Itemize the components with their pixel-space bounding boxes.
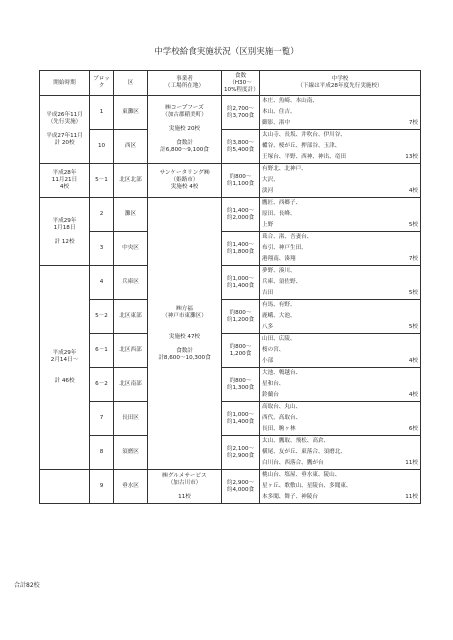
start-cell <box>40 470 90 504</box>
meals-cell <box>222 96 260 130</box>
school-names: 星和台、 <box>262 381 285 387</box>
meals-line: 約1,400～ <box>226 241 255 248</box>
school-names: 布引、神戸生田、 <box>262 245 307 251</box>
ward-cell: 長田区 <box>114 402 148 436</box>
school-line <box>262 96 418 107</box>
start-cell <box>40 96 90 164</box>
meals-line: 約3,800～ <box>226 139 255 146</box>
start-cell <box>40 198 90 266</box>
school-names: 小部 <box>262 358 274 364</box>
ward-cell: 北区西部 <box>114 334 148 368</box>
table-row <box>40 368 421 402</box>
company-line: ㈱コープフーズ <box>165 105 204 111</box>
schools-cell <box>260 402 421 436</box>
school-names: 本山、住吉、 <box>262 109 296 115</box>
company-line: サンケータリング㈱ <box>159 170 210 176</box>
header-ward: 区 <box>114 71 148 96</box>
school-count: 7校 <box>408 256 418 262</box>
meals-line: 約2,700～ <box>226 105 255 112</box>
schools-cell <box>260 164 421 198</box>
meals-cell <box>222 266 260 300</box>
school-names: 八多 <box>262 324 274 330</box>
school-count: 5校 <box>408 290 418 296</box>
meals-line: 約1,000～ <box>226 411 255 418</box>
block-cell: 3 <box>90 232 114 266</box>
school-line <box>262 277 418 288</box>
table-row <box>40 334 421 368</box>
company-line: ㈱方福 <box>176 305 193 312</box>
block-cell: 2 <box>90 198 114 232</box>
school-count: 13校 <box>405 154 418 160</box>
block-cell: 5－1 <box>90 164 114 198</box>
start-line: 計 20校 <box>54 140 75 146</box>
school-count: 6校 <box>408 426 418 432</box>
school-names: 高取台、丸山、 <box>262 404 302 410</box>
school-line <box>262 130 418 141</box>
block-cell: 8 <box>90 436 114 470</box>
meals-line: 約1,400食 <box>226 418 255 425</box>
block-cell: 6－1 <box>90 334 114 368</box>
school-names: 淡河 <box>262 188 274 194</box>
school-line <box>262 379 418 390</box>
ward-cell: 垂水区 <box>114 470 148 504</box>
school-names: 夢野、湊川、 <box>262 268 296 274</box>
school-line <box>262 402 418 413</box>
school-names: 葺合、渚、吾妻台、 <box>262 234 313 240</box>
school-names: 有馬、有野、 <box>262 302 296 308</box>
meals-line: 1,200食 <box>229 350 252 357</box>
school-names: 港翔南、湊翔 <box>262 256 296 262</box>
ward-cell: 北区南部 <box>114 368 148 402</box>
school-line <box>262 424 418 435</box>
table-row <box>40 266 421 300</box>
school-names: 長田、駒ヶ林 <box>262 426 296 432</box>
school-count: 5校 <box>408 324 418 330</box>
ward-cell: 須磨区 <box>114 436 148 470</box>
ward-cell: 西区 <box>114 130 148 164</box>
header-schools: 中学校 （下線は平成28年度先行実施校） <box>260 71 421 96</box>
ward-cell: 北区東部 <box>114 300 148 334</box>
start-line: 平成26年11月 <box>46 112 83 118</box>
table-row <box>40 164 421 198</box>
start-line: 計 12校 <box>54 238 75 245</box>
company-line <box>150 341 219 348</box>
meals-line: 約2,100～ <box>226 445 255 452</box>
company-line: 11校 <box>178 493 191 500</box>
table-row <box>40 198 421 232</box>
school-line <box>262 390 418 401</box>
meals-line: 約5,400食 <box>226 146 255 153</box>
schools-cell <box>260 232 421 266</box>
school-names: 有野北、北神戸、 <box>262 166 307 172</box>
start-line <box>42 364 87 371</box>
school-line <box>262 209 418 220</box>
school-count: 4校 <box>408 392 418 398</box>
school-line <box>262 254 418 265</box>
meals-cell <box>222 402 260 436</box>
school-names: 大沢、 <box>262 177 279 183</box>
school-line <box>262 458 418 469</box>
company-line <box>150 133 219 140</box>
start-line: （先行実施） <box>47 119 82 125</box>
ward-cell: 中央区 <box>114 232 148 266</box>
school-names: 本多聞、舞子、神陵台 <box>262 494 318 500</box>
school-line <box>262 334 418 345</box>
company-line <box>150 320 219 327</box>
school-line <box>262 175 418 186</box>
start-cell <box>40 266 90 470</box>
meals-cell <box>222 436 260 470</box>
table-row <box>40 96 421 130</box>
company-cell <box>148 96 222 164</box>
meals-cell <box>222 130 260 164</box>
table-row <box>40 300 421 334</box>
company-line: （姫路市） <box>170 177 199 183</box>
school-count: 11校 <box>405 460 418 466</box>
school-line <box>262 243 418 254</box>
block-cell: 6－2 <box>90 368 114 402</box>
school-line <box>262 266 418 277</box>
schools-cell <box>260 198 421 232</box>
school-count: 4校 <box>408 358 418 364</box>
company-cell <box>148 164 222 198</box>
schools-cell <box>260 266 421 300</box>
school-line <box>262 164 418 175</box>
meals-line: 約4,000食 <box>226 486 255 493</box>
header-row <box>40 71 421 96</box>
school-line <box>262 470 418 481</box>
header-company: 事業者 （工場所在地） <box>148 71 222 96</box>
school-line <box>262 492 418 503</box>
meals-cell <box>222 334 260 368</box>
school-count: 11校 <box>405 494 418 500</box>
header-meals: 食数 （H30～10%程度計） <box>222 71 260 96</box>
school-names: 王塚台、平野、西神、神出、竜田 <box>262 154 346 160</box>
school-names: 大池、鵯越台、 <box>262 370 302 376</box>
start-line: 2月14日～ <box>50 357 79 363</box>
company-line: （加古川市） <box>167 479 202 486</box>
school-count: 4校 <box>408 188 418 194</box>
company-cell <box>148 470 222 504</box>
company-line: 食数計 <box>176 140 193 146</box>
company-line: 実施校 47校 <box>168 333 201 340</box>
block-cell: 10 <box>90 130 114 164</box>
start-line: 計 46校 <box>54 378 75 384</box>
school-line <box>262 322 418 333</box>
school-line <box>262 447 418 458</box>
start-line: 4校 <box>59 184 70 190</box>
school-line <box>262 232 418 243</box>
page-title: 中学校給食実施状況（区別実施一覧） <box>154 47 299 57</box>
table-row <box>40 436 421 470</box>
meals-line: 約3,700食 <box>226 112 255 119</box>
school-names: 鹿峨、大池、 <box>262 313 296 319</box>
company-line <box>150 119 219 126</box>
school-names: 横尾、友が丘、東落合、須磨北、 <box>262 449 346 455</box>
meals-line: 約2,900～ <box>226 479 255 486</box>
school-names: 原田、長峰、 <box>262 211 296 217</box>
header-start: 開始時期 <box>40 71 90 96</box>
company-line: （神戸市東灘区） <box>162 312 207 319</box>
block-cell: 9 <box>90 470 114 504</box>
block-cell: 4 <box>90 266 114 300</box>
start-cell <box>40 164 90 198</box>
meals-line: 約2,000食 <box>226 214 255 221</box>
meals-line: 約2,900食 <box>226 452 255 459</box>
company-line: 計8,600～10,300食 <box>158 354 211 361</box>
meals-line: 約800～ <box>229 377 252 384</box>
start-line: 平成27年11月 <box>46 133 83 139</box>
total-footer: 合計82校 <box>14 582 40 589</box>
school-count: 5校 <box>408 222 418 228</box>
meals-cell <box>222 164 260 198</box>
school-names: 西代、高取台、 <box>262 415 302 421</box>
school-line <box>262 118 418 129</box>
company-line: 計6,800～9,100食 <box>160 147 209 153</box>
school-names: 上野 <box>262 222 274 228</box>
school-names: 桜の宮、 <box>262 347 285 353</box>
school-line <box>262 311 418 322</box>
company-line: 実施校 4校 <box>170 184 199 190</box>
school-line <box>262 107 418 118</box>
table-row <box>40 130 421 164</box>
meals-line: 約800～ <box>229 343 252 350</box>
school-line <box>262 141 418 152</box>
ward-cell: 灘区 <box>114 198 148 232</box>
schools-cell <box>260 300 421 334</box>
school-names: 桃山台、塩屋、垂水東、陵山、 <box>262 472 341 478</box>
meals-cell <box>222 368 260 402</box>
school-lunch-table <box>39 70 421 504</box>
school-line <box>262 368 418 379</box>
table-row <box>40 470 421 504</box>
school-names: 御影、渚中 <box>262 120 290 126</box>
start-line <box>42 371 87 378</box>
school-line <box>262 413 418 424</box>
company-cell <box>148 198 222 470</box>
meals-cell <box>222 300 260 334</box>
block-cell: 7 <box>90 402 114 436</box>
school-names: 太山寺、長坂、井吹台、伊川谷、 <box>262 132 346 138</box>
schools-cell <box>260 436 421 470</box>
start-line: 平成29年 <box>52 350 77 356</box>
school-line <box>262 198 418 209</box>
school-count: 7校 <box>408 120 418 126</box>
start-line: 1月18日 <box>53 224 76 231</box>
company-line <box>150 327 219 334</box>
meals-cell <box>222 198 260 232</box>
company-line: 実施校 20校 <box>168 126 201 132</box>
schools-cell <box>260 96 421 130</box>
school-line <box>262 300 418 311</box>
school-line <box>262 288 418 299</box>
block-cell: 1 <box>90 96 114 130</box>
meals-line: 約1,000～ <box>226 275 255 282</box>
company-line <box>150 487 219 494</box>
school-names: 星ヶ丘、歌敷山、星陵台、多聞東、 <box>262 483 352 489</box>
school-names: 吉田 <box>262 290 274 296</box>
school-line <box>262 220 418 231</box>
schools-cell <box>260 334 421 368</box>
meals-line: 約800～ <box>229 173 252 180</box>
meals-line: 約1,200食 <box>226 316 255 323</box>
start-line: 平成28年 <box>52 170 77 176</box>
table-row <box>40 402 421 436</box>
company-line: （加古郡稲美町） <box>162 112 207 118</box>
schools-cell <box>260 470 421 504</box>
meals-line: 約1,300食 <box>226 384 255 391</box>
school-names: 山田、広陵、 <box>262 336 296 342</box>
school-names: 櫨谷、桜が丘、押部谷、玉津、 <box>262 143 341 149</box>
schools-cell <box>260 368 421 402</box>
ward-cell: 兵庫区 <box>114 266 148 300</box>
school-names: 鈴蘭台 <box>262 392 279 398</box>
meals-line: 約1,400～ <box>226 207 255 214</box>
school-names: 太山、鷹取、飛松、高倉、 <box>262 438 330 444</box>
meals-line: 約1,100食 <box>226 180 255 187</box>
block-cell: 5－2 <box>90 300 114 334</box>
ward-cell: 北区北部 <box>114 164 148 198</box>
company-line: ㈱グルメサービス <box>162 472 207 479</box>
header-block: ブロック <box>90 71 114 96</box>
school-line <box>262 345 418 356</box>
meals-cell <box>222 232 260 266</box>
meals-line: 約1,800食 <box>226 248 255 255</box>
meals-line: 約1,400食 <box>226 282 255 289</box>
school-line <box>262 186 418 197</box>
company-line: 食数計 <box>176 347 193 354</box>
ward-cell: 東灘区 <box>114 96 148 130</box>
school-line <box>262 481 418 492</box>
school-names: 鷹匠、西郷子、 <box>262 200 302 206</box>
table-body <box>40 96 421 504</box>
school-line <box>262 152 418 163</box>
school-line <box>262 436 418 447</box>
start-line: 平成29年 <box>52 217 77 224</box>
school-names: 白川台、西落合、鷹が台 <box>262 460 324 466</box>
school-line <box>262 356 418 367</box>
school-names: 本庄、魚崎、本山南、 <box>262 98 318 104</box>
meals-cell <box>222 470 260 504</box>
start-line <box>42 232 87 239</box>
table-row <box>40 232 421 266</box>
meals-line: 約800～ <box>229 309 252 316</box>
start-line <box>42 126 87 133</box>
school-names: 兵庫、須佐野、 <box>262 279 302 285</box>
start-line: 11月21日 <box>51 177 78 183</box>
schools-cell <box>260 130 421 164</box>
